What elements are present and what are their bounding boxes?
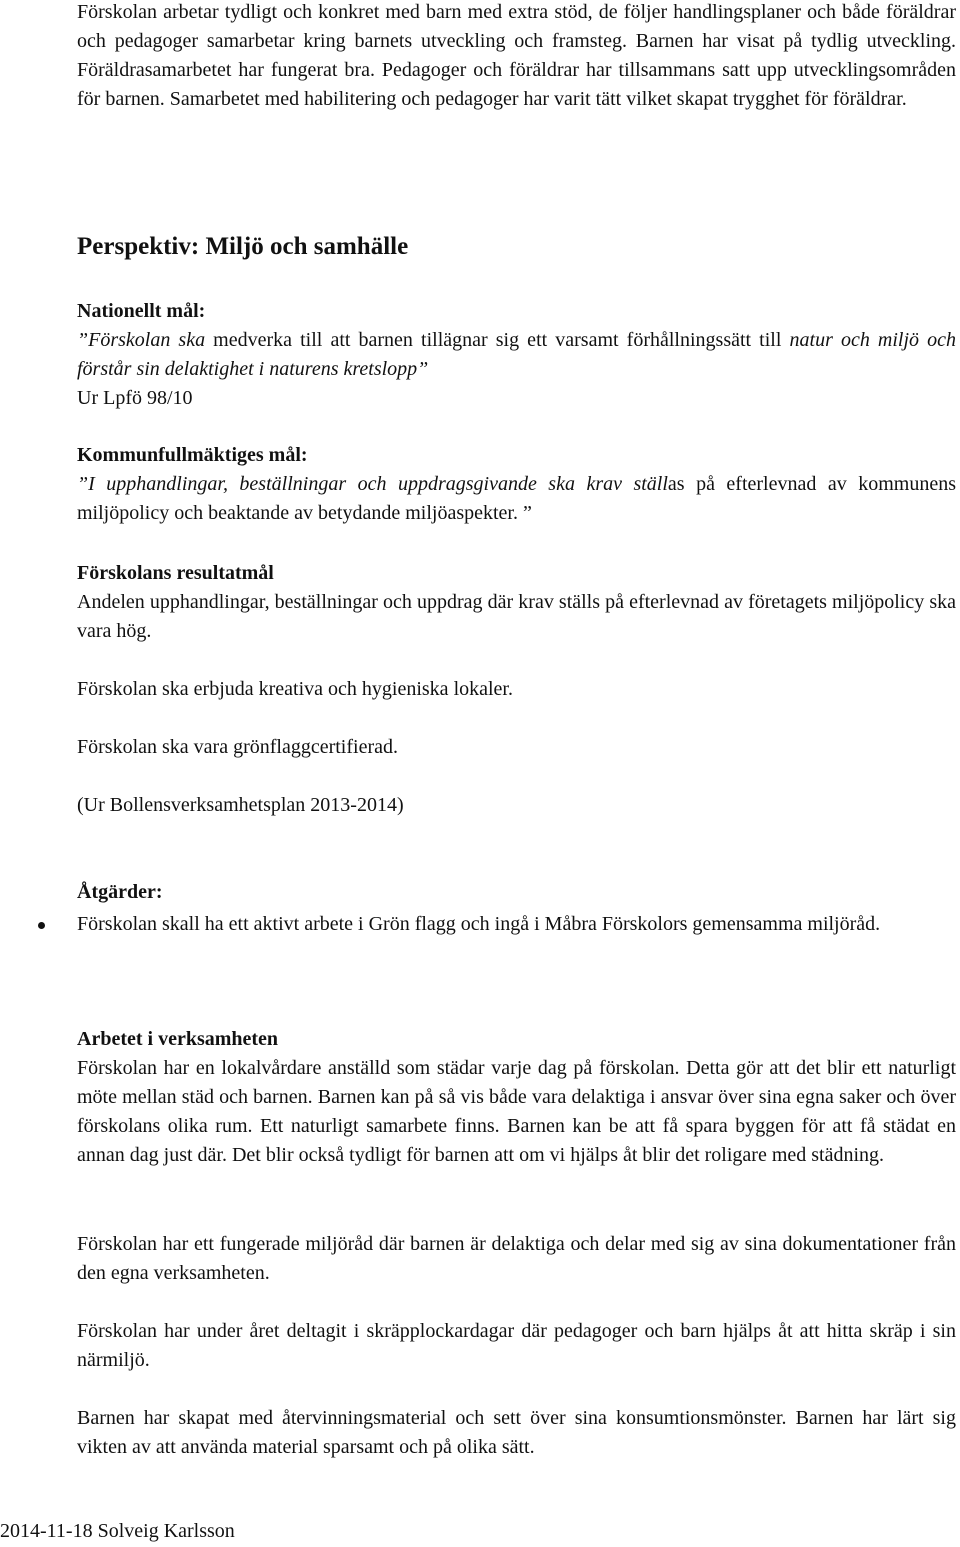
work-paragraph-1: Förskolan har en lokalvårdare anställd som städar varje dag på förskolan. Detta gör att det blir ett naturligt möte mellan städ och barnen. Barnen kan på så vis både vara delaktiga i ansvar över sina egna saker och över förskolans olika rum. Ett naturligt samarbete finns. Barnen kan be att få spara byggen för att få städat en annan dag just där. Det blir också tydligt för barnen att om vi hjälps åt blir det roligare med städning. xyxy=(77,1057,956,1166)
national-goal-quote-italic-1: ”Förskolan ska xyxy=(77,329,206,351)
section-title-block xyxy=(77,232,956,262)
intro-paragraph: Förskolan arbetar tydligt och konkret med barn med extra stöd, de följer handlingsplaner och både föräldrar och pedagoger samarbetar kring barnets utveckling och framsteg. Barnen har visat på tydlig utveckling. Föräldrasamarbetet har fungerat bra. Pedagoger och föräldrar har tillsammans satt upp utvecklingsområden för barnen. Samarbetet med habilitering och pedagoger har varit tätt vilket skapat trygghet för föräldrar. xyxy=(77,1,956,110)
result-goal-source-block xyxy=(77,791,956,820)
national-goal-source: Ur Lpfö 98/10 xyxy=(77,387,193,409)
work-paragraph-4: Barnen har skapat med återvinningsmaterial och sett över sina konsumtionsmönster. Barnen har lärt sig vikten av att använda material sparsamt och på olika sätt. xyxy=(77,1407,956,1458)
result-goal-heading: Förskolans resultatmål xyxy=(77,562,274,584)
work-paragraph-2: Förskolan har ett fungerade miljöråd där barnen är delaktiga och delar med sig av sina dokumentationer från den egna verksamheten. xyxy=(77,1233,956,1284)
result-goal-line-3-block xyxy=(77,733,956,762)
actions-heading: Åtgärder: xyxy=(77,881,163,903)
work-paragraph-3-block xyxy=(77,1317,956,1375)
page-footer: 2014-11-18 Solveig Karlsson xyxy=(0,1520,235,1542)
national-goal-quote-normal: medverka till att barnen tillägnar sig ett varsamt förhållningssätt till xyxy=(205,329,790,351)
national-goal-quote xyxy=(77,326,956,384)
result-goal-text: Andelen upphandlingar, beställningar och uppdrag där krav ställs på efterlevnad av företagets miljöpolicy ska vara hög. xyxy=(77,591,956,642)
municipal-goal-heading: Kommunfullmäktiges mål: xyxy=(77,444,308,466)
intro-block xyxy=(77,0,956,114)
municipal-goal-quote xyxy=(77,470,956,528)
municipal-goal-block xyxy=(77,441,956,528)
result-goal-line-3: Förskolan ska vara grönflaggcertifierad. xyxy=(77,736,398,758)
result-goal-source: (Ur Bollensverksamhetsplan 2013-2014) xyxy=(77,794,404,816)
actions-item: Förskolan skall ha ett aktivt arbete i Grön flagg och ingå i Måbra Förskolors gemensamma miljöråd. xyxy=(77,913,881,935)
result-goal-line-2: Förskolan ska erbjuda kreativa och hygieniska lokaler. xyxy=(77,678,513,700)
actions-heading-block xyxy=(77,878,956,907)
work-paragraph-2-block xyxy=(77,1230,956,1288)
result-goal-line-2-block xyxy=(77,675,956,704)
national-goal-quote-italic-2: natur och miljö och förstår sin delaktighet i naturens kretslopp” xyxy=(77,329,956,380)
actions-list xyxy=(32,910,956,939)
work-heading: Arbetet i verksamheten xyxy=(77,1028,279,1050)
work-block xyxy=(77,1025,956,1170)
municipal-goal-quote-italic: ”I upphandlingar, beställningar och uppdragsgivande ska krav ställ xyxy=(77,473,668,495)
municipal-goal-quote-normal: as på efterlevnad av kommunens miljöpolicy och beaktande av betydande miljöaspekter. ” xyxy=(77,473,956,524)
national-goal-block xyxy=(77,297,956,413)
work-paragraph-4-block xyxy=(77,1404,956,1462)
bullet-icon xyxy=(38,922,45,929)
work-paragraph-3: Förskolan har under året deltagit i skräpplockardagar där pedagoger och barn hjälps åt att hitta skräp i sin närmiljö. xyxy=(77,1320,956,1371)
national-goal-heading: Nationellt mål: xyxy=(77,300,206,322)
result-goal-block xyxy=(77,559,956,646)
section-title: Perspektiv: Miljö och samhälle xyxy=(77,233,409,260)
